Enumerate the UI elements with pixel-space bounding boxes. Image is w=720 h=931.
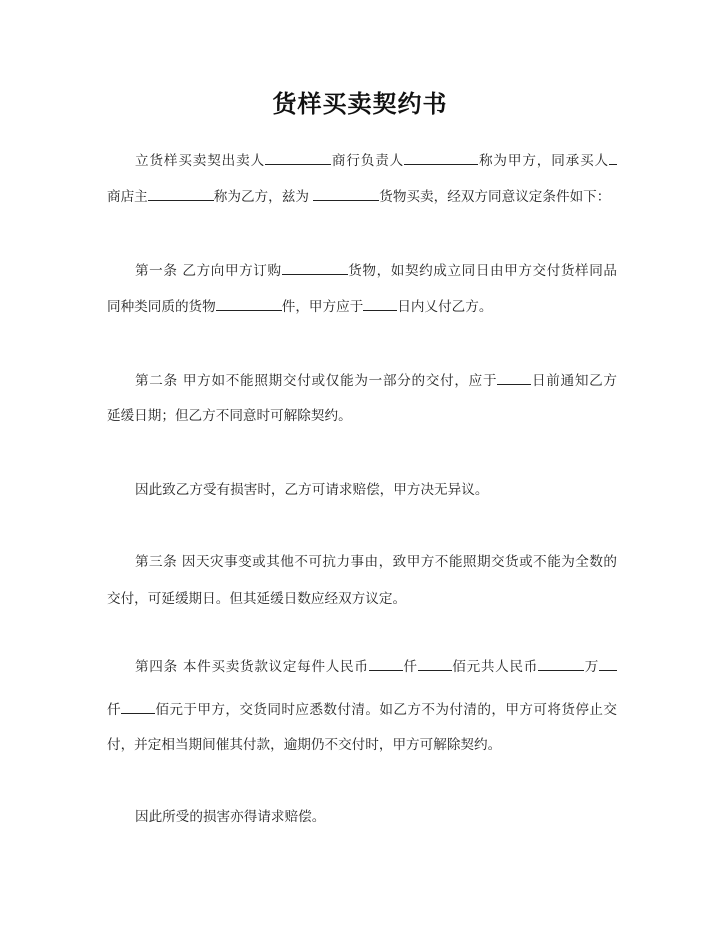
text-line-article-2-note xyxy=(135,480,617,500)
text-segment: 立货样买卖契出卖人 xyxy=(135,153,266,169)
text-line-article-4-line-1 xyxy=(135,656,617,677)
text-line-article-3-line-2 xyxy=(107,589,617,609)
text-segment: 称为乙方，兹为 xyxy=(213,189,314,205)
text-segment: 延缓日期；但乙方不同意时可解除契约。 xyxy=(107,408,352,424)
text-segment: 交付，可延缓期日。但其延缓日数应经双方议定。 xyxy=(107,591,407,607)
text-line-article-4-line-3 xyxy=(107,735,617,755)
text-segment: 日前通知乙方 xyxy=(531,373,618,389)
text-segment: 货物买卖，经双方同意议定条件如下： xyxy=(379,189,611,205)
fill-in-blank xyxy=(363,296,397,311)
text-segment: 因此所受的损害亦得请求赔偿。 xyxy=(135,809,326,825)
contract-title: 货样买卖契约书 xyxy=(272,90,448,118)
fill-in-blank xyxy=(121,699,155,714)
text-line-article-1-line-1 xyxy=(135,260,617,281)
text-segment: 第二条 甲方如不能照期交付或仅能为一部分的交付，应于 xyxy=(135,373,498,389)
text-segment: 佰元共人民币 xyxy=(451,659,539,675)
fill-in-blank xyxy=(369,656,403,671)
fill-in-blank xyxy=(609,150,617,165)
text-segment: 货物，如契约成立同日由甲方交付货样同品 xyxy=(347,263,618,279)
text-line-article-4-note xyxy=(135,807,617,827)
fill-in-blank xyxy=(497,370,531,385)
text-segment: 付，并定相当期间催其付款，逾期仍不交付时，甲方可解除契约。 xyxy=(107,737,502,753)
fill-in-blank xyxy=(538,656,584,671)
fill-in-blank xyxy=(404,150,478,165)
text-segment: 件，甲方应于 xyxy=(281,299,364,315)
text-segment: 仟 xyxy=(107,702,121,718)
text-segment: 商行负责人 xyxy=(331,153,405,169)
fill-in-blank xyxy=(282,260,348,275)
text-segment: 商店主 xyxy=(107,189,148,205)
text-segment: 万 xyxy=(584,659,600,675)
text-segment: 第一条 乙方向甲方订购 xyxy=(135,263,282,279)
fill-in-blank xyxy=(148,186,214,201)
fill-in-blank xyxy=(265,150,331,165)
text-segment: 佰元于甲方，交货同时应悉数付清。如乙方不为付清的，甲方可将货停止交 xyxy=(155,702,617,718)
fill-in-blank xyxy=(418,656,452,671)
text-line-preamble-2 xyxy=(107,186,617,207)
fill-in-blank xyxy=(216,296,282,311)
text-segment: 第四条 本件买卖货款议定每件人民币 xyxy=(135,659,369,675)
text-line-article-3-line-1 xyxy=(135,552,617,572)
text-line-article-1-line-2 xyxy=(107,296,617,317)
text-segment: 第三条 因天灾事变或其他不可抗力事由，致甲方不能照期交货或不能为全数的 xyxy=(135,554,617,570)
text-segment: 称为甲方，同承买人 xyxy=(478,153,610,169)
text-line-article-4-line-2 xyxy=(107,699,617,720)
fill-in-blank xyxy=(313,186,379,201)
text-line-preamble-1 xyxy=(135,150,617,171)
text-segment: 因此致乙方受有损害时，乙方可请求赔偿，甲方决无异议。 xyxy=(135,482,489,498)
text-segment: 仟 xyxy=(402,659,418,675)
text-segment: 同种类同质的货物 xyxy=(107,299,216,315)
fill-in-blank xyxy=(599,656,617,671)
text-segment: 日内乂付乙方。 xyxy=(397,299,493,315)
text-line-article-2-line-2 xyxy=(107,406,617,426)
text-line-article-2-line-1 xyxy=(135,370,617,391)
